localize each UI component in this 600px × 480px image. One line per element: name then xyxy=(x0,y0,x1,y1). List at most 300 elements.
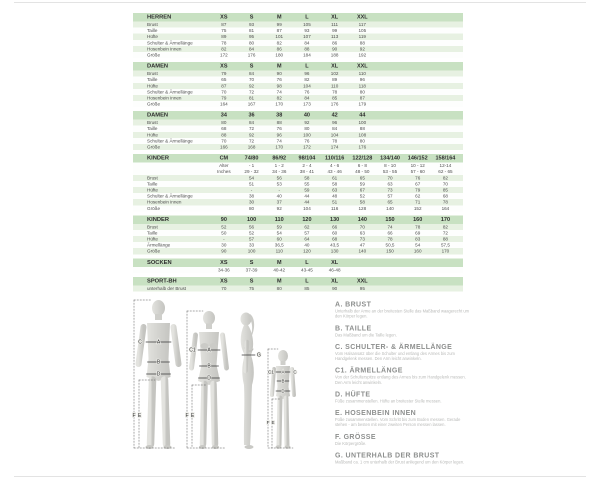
size-cell: 166 xyxy=(220,144,228,150)
size-cell: 71 xyxy=(415,199,421,205)
size-cell: 82 xyxy=(276,40,282,46)
size-cell: 140 xyxy=(386,205,394,211)
size-cell: 79 xyxy=(221,71,227,77)
size-col-header: 134/140 xyxy=(380,155,400,162)
size-cell: 179 xyxy=(358,101,367,107)
size-col-header: 110/116 xyxy=(324,155,345,162)
size-cell: 68 xyxy=(442,193,448,199)
size-cell: 47 xyxy=(359,242,365,248)
size-cell: 62 - 65 xyxy=(438,169,453,175)
size-cell: 52 xyxy=(359,193,365,199)
label-chest: A xyxy=(281,369,285,375)
size-col-header: XXL xyxy=(356,277,368,284)
size-cell: Alter xyxy=(219,163,229,169)
size-cell: 50 xyxy=(221,230,227,236)
size-section-sport-bh xyxy=(133,277,463,292)
size-col-header: 120 xyxy=(302,216,312,223)
size-cell: - 1 xyxy=(248,163,255,169)
size-cell: 100 xyxy=(358,120,367,126)
size-cell: 78 xyxy=(221,40,227,46)
size-cell: 117 xyxy=(358,22,366,27)
size-cell: 83 xyxy=(415,236,421,242)
size-col-header: 34 xyxy=(220,112,227,119)
legend-heading: C1. ÄRMELLÄNGE xyxy=(335,366,403,375)
size-cell: 88 xyxy=(359,40,365,46)
legend-desc: Füße zusammenstellen. Hüfte an breitester Stelle messen. xyxy=(335,398,442,404)
size-cell: 80 xyxy=(276,285,282,291)
size-section-title: HERREN xyxy=(147,14,172,20)
size-cell: 38 xyxy=(248,193,255,199)
size-cell: 89 xyxy=(332,77,338,83)
size-cell: 52 xyxy=(248,230,255,236)
size-section-header xyxy=(133,62,463,71)
row-label: Brust xyxy=(147,175,158,181)
size-cell: 67 xyxy=(359,187,365,193)
size-cell: 110 xyxy=(330,83,339,89)
size-cell: 87 xyxy=(221,22,227,27)
size-cell: 73 xyxy=(359,236,365,242)
size-section-title: DAMEN xyxy=(147,63,169,70)
size-cell: 53 xyxy=(276,181,282,187)
size-cell: 78 xyxy=(332,138,338,144)
size-cell: 90 xyxy=(221,248,227,254)
label-shoulder-sleeve: C xyxy=(293,369,297,375)
size-cell: 82 xyxy=(442,175,448,181)
size-cell: 95 xyxy=(248,34,255,40)
size-cell: 68 xyxy=(332,236,338,242)
size-col-header: S xyxy=(249,277,254,284)
row-label: Hüfte xyxy=(147,83,158,89)
size-section-header xyxy=(133,111,463,120)
size-cell: 74 xyxy=(276,89,282,95)
size-section-header xyxy=(133,215,463,224)
size-cell: 74 xyxy=(387,224,393,230)
size-cell: 105 xyxy=(303,22,311,27)
size-col-header: 74/80 xyxy=(244,155,259,162)
size-section-kinder-cm xyxy=(133,154,463,211)
size-col-header: L xyxy=(305,63,309,70)
legend-item xyxy=(335,432,471,446)
label-hip: D xyxy=(281,388,285,394)
size-cell: 55 xyxy=(304,181,310,187)
size-cell: 140 xyxy=(358,248,367,254)
size-cell: 107 xyxy=(303,34,311,40)
size-cell: 64 xyxy=(304,236,310,242)
size-cell: - xyxy=(223,236,225,242)
size-cell: 48 xyxy=(332,193,338,199)
size-cell: 60 xyxy=(332,230,338,236)
legend-desc: Unterhalb der Arme an der breitesten Stelle das Maßband waagerecht um den Körper legen. xyxy=(335,309,470,319)
row-label: Taille xyxy=(147,28,158,34)
size-col-header: XS xyxy=(220,277,228,284)
size-cell: 62 xyxy=(304,224,310,230)
size-cell: 53 - 55 xyxy=(382,169,398,175)
row-label: Hüfte xyxy=(147,236,158,242)
size-cell: 82 xyxy=(442,224,448,230)
label-hip: D xyxy=(207,375,211,382)
size-cell: 160 xyxy=(413,248,422,254)
size-section-title: DAMEN xyxy=(147,112,169,119)
row-label: Hüfte xyxy=(147,34,158,40)
size-cell: 172 xyxy=(303,144,311,150)
size-col-header: 130 xyxy=(330,216,340,223)
size-cell: 46-48 xyxy=(328,267,341,273)
legend-heading: B. TAILLE xyxy=(335,323,372,332)
size-cell: 66 xyxy=(332,224,338,230)
table-row xyxy=(133,205,463,211)
size-cell: 99 xyxy=(276,22,282,27)
size-section-kinder-numerisch xyxy=(133,215,463,254)
legend-item xyxy=(335,390,471,404)
size-cell: 92 xyxy=(248,83,255,89)
size-cell: 96 xyxy=(359,77,365,83)
size-cell: 84 xyxy=(304,95,310,101)
label-sleeve: C1 xyxy=(268,369,274,375)
size-cell: 78 xyxy=(442,199,448,205)
size-cell: 96 xyxy=(276,132,282,138)
size-cell: 116 xyxy=(330,205,339,211)
size-col-header: 40 xyxy=(303,112,310,119)
top-divider xyxy=(14,2,586,3)
size-cell: 40-42 xyxy=(273,267,286,273)
size-cell: 36,5 xyxy=(274,242,284,248)
size-cell: 62 xyxy=(415,193,421,199)
size-col-header: XL xyxy=(331,63,339,70)
label-sleeve: C1 xyxy=(189,347,196,354)
size-cell: 76 xyxy=(304,89,310,95)
size-cell: 6 - 8 xyxy=(357,163,367,169)
label-underbust: G xyxy=(257,352,261,359)
size-cell: 78 xyxy=(415,224,421,230)
size-col-header: M xyxy=(276,14,282,20)
size-cell: 81 xyxy=(248,28,255,34)
size-col-header: 160 xyxy=(413,216,423,223)
figures-illustration xyxy=(130,296,314,460)
size-cell: 92 xyxy=(304,120,310,126)
size-cell: 57 xyxy=(248,236,255,242)
size-cell: 86 xyxy=(276,46,282,52)
label-chest: A xyxy=(156,339,161,346)
size-col-header: XXL xyxy=(356,14,368,20)
size-cell: 95 xyxy=(359,285,365,291)
size-cell: 48 - 50 xyxy=(355,169,370,175)
label-chest: A xyxy=(207,347,211,354)
size-cell: 130 xyxy=(330,248,339,254)
legend-desc: Maßband ca. 1 cm unterhalb der Brust anliegend um den Körper legen. xyxy=(335,459,465,465)
table-row xyxy=(133,52,463,58)
size-col-header: S xyxy=(249,63,254,70)
legend-item xyxy=(335,300,471,319)
size-cell: 90 xyxy=(332,46,338,52)
size-col-header: XL xyxy=(331,14,339,20)
figure-man xyxy=(132,300,178,449)
row-label: Schulter & Ärmellänge xyxy=(147,89,193,95)
label-inseam: E xyxy=(137,413,142,419)
size-section-title: KINDER xyxy=(147,216,170,223)
size-cell: 85 xyxy=(442,187,448,193)
size-cell: 170 xyxy=(275,101,284,107)
legend-heading: F. GRÖSSE xyxy=(335,432,376,441)
size-col-header: 170 xyxy=(440,216,450,223)
size-cell: 113 xyxy=(330,34,339,40)
size-cell: 70 xyxy=(442,181,448,187)
size-cell: 90 xyxy=(276,71,282,77)
size-col-header: XL xyxy=(331,259,339,266)
table-row xyxy=(133,144,463,150)
size-cell: 66 xyxy=(387,230,393,236)
size-col-header: XS xyxy=(220,63,228,70)
size-cell: 1 - 2 xyxy=(274,163,284,169)
size-cell: 58 xyxy=(359,199,365,205)
size-cell: 69 xyxy=(415,230,421,236)
legend-item xyxy=(335,409,471,428)
size-cell: 89 xyxy=(221,34,227,40)
row-label: unterhalb der Brust xyxy=(147,285,187,291)
size-cell: 70 xyxy=(387,175,393,181)
size-col-header: 150 xyxy=(385,216,395,223)
label-waist: B xyxy=(281,378,285,384)
size-col-header: XS xyxy=(220,259,228,266)
row-label: Brust xyxy=(147,71,158,77)
size-cell: 59 xyxy=(359,181,365,187)
size-cell: 85 xyxy=(304,285,310,291)
size-cell: 75 xyxy=(248,285,255,291)
size-cell: 167 xyxy=(247,101,256,107)
size-col-header: 98/104 xyxy=(298,155,316,162)
size-cell: - xyxy=(278,187,280,193)
legend-heading: D. HÜFTE xyxy=(335,389,371,398)
size-cell: 70 xyxy=(248,77,255,83)
legend-item xyxy=(335,342,471,361)
size-cell: 76 xyxy=(276,126,282,132)
size-cell: 65 xyxy=(221,77,227,83)
size-col-header: 42 xyxy=(331,112,338,119)
row-label: Brust xyxy=(147,22,158,27)
size-cell: 80 xyxy=(359,138,365,144)
row-label: Schulter & Ärmellänge xyxy=(147,193,193,199)
size-cell: 72 xyxy=(248,138,255,144)
size-cell: 57 - 60 xyxy=(410,169,425,175)
size-table xyxy=(133,13,463,296)
size-col-header: 38 xyxy=(276,112,283,119)
size-cell: 40 xyxy=(276,193,282,199)
size-cell: 54 xyxy=(276,230,282,236)
label-height: F xyxy=(132,413,136,419)
size-cell: 52 xyxy=(221,224,227,230)
size-col-header: S xyxy=(249,259,254,266)
size-cell: 44 xyxy=(304,193,310,199)
size-cell: 8 - 10 xyxy=(384,163,396,169)
row-label: Größe xyxy=(147,205,161,211)
size-cell: 88 xyxy=(359,126,365,132)
label-inseam: E xyxy=(190,413,195,419)
legend-desc: Füße zusammenstellen. Vom Schritt bis zum Boden messen. Gerade stehen - am besten mit einer zweiten Person messen lassen. xyxy=(335,417,461,428)
size-cell: 104 xyxy=(330,132,339,138)
size-cell: 176 xyxy=(358,144,367,150)
size-cell: 176 xyxy=(247,52,256,58)
size-section-damen-international xyxy=(133,62,463,107)
size-cell: 85 xyxy=(332,95,338,101)
size-cell: 84 xyxy=(304,40,310,46)
size-cell: 37-39 xyxy=(245,267,258,273)
size-cell: 72 xyxy=(248,89,255,95)
size-col-header: 158/164 xyxy=(435,155,456,162)
row-label: Größe xyxy=(147,101,161,107)
size-cell: 76 xyxy=(304,138,310,144)
size-cell: 76 xyxy=(276,77,282,83)
row-label: Hosenbein innen xyxy=(147,46,182,52)
label-hip: D xyxy=(156,371,161,378)
size-col-header: 90 xyxy=(220,216,227,223)
size-cell: 38 - 41 xyxy=(299,169,315,175)
label-shoulder-sleeve: C xyxy=(138,339,142,346)
size-cell: 87 xyxy=(221,83,227,89)
row-label: Schulter & Ärmellänge xyxy=(147,138,193,144)
label-waist: B xyxy=(207,363,211,370)
size-cell: 90 xyxy=(332,285,338,291)
size-cell: 10 - 12 xyxy=(410,163,425,169)
size-cell: 88 xyxy=(304,46,310,52)
size-col-header: CM xyxy=(219,155,229,162)
legend-heading: G. UNTERHALB DER BRUST xyxy=(335,450,440,459)
size-cell: 51 xyxy=(332,199,338,205)
size-cell: 57,5 xyxy=(440,242,450,248)
size-cell: 164 xyxy=(441,205,450,211)
size-cell: 59 xyxy=(276,224,282,230)
figure-child xyxy=(267,349,298,449)
size-cell: 172 xyxy=(220,52,228,58)
size-cell: 170 xyxy=(275,144,284,150)
size-cell: 67 xyxy=(415,181,421,187)
table-row xyxy=(133,101,463,107)
size-cell: 80 xyxy=(221,120,227,126)
size-cell: 176 xyxy=(330,101,339,107)
measurement-legend xyxy=(335,300,471,470)
row-label: Größe xyxy=(147,248,161,254)
size-col-header: 86/92 xyxy=(272,155,287,162)
size-cell: 84 xyxy=(332,126,338,132)
table-row xyxy=(133,267,463,273)
size-cell: 56 xyxy=(276,175,282,181)
label-waist: B xyxy=(156,359,161,366)
row-label: Taille xyxy=(147,230,158,236)
row-label: Schulter & Ärmellänge xyxy=(147,40,193,46)
row-label: Ärmellänge xyxy=(147,242,171,248)
size-cell: 82 xyxy=(304,77,310,83)
size-cell: 173 xyxy=(303,101,311,107)
size-cell: 93 xyxy=(304,28,310,34)
size-cell: Inches xyxy=(217,169,231,175)
size-col-header: 110 xyxy=(274,216,284,223)
row-label: Hosenbein innen xyxy=(147,199,182,205)
size-cell: 37 xyxy=(276,199,282,205)
size-cell: 168 xyxy=(247,144,256,150)
size-cell: 192 xyxy=(358,52,367,58)
size-cell: 43,5 xyxy=(330,242,340,248)
size-cell: 79 xyxy=(415,187,421,193)
size-cell: 2 - 4 xyxy=(302,163,312,169)
size-cell: 128 xyxy=(358,205,367,211)
size-cell: 96 xyxy=(332,120,338,126)
size-cell: 63 xyxy=(332,187,338,193)
size-col-header: L xyxy=(305,14,309,20)
size-cell: 34-36 xyxy=(217,267,230,273)
size-cell: 58 xyxy=(304,175,310,181)
size-cell: 29 - 32 xyxy=(244,169,259,175)
size-cell: 86 xyxy=(332,40,338,46)
size-cell: 57 xyxy=(387,193,393,199)
size-cell: 75 xyxy=(221,28,227,34)
size-cell: 74 xyxy=(276,138,282,144)
size-cell: 72 xyxy=(248,126,255,132)
size-section-header xyxy=(133,258,463,267)
size-cell: 100 xyxy=(247,248,256,254)
size-cell: 150 xyxy=(386,248,394,254)
legend-item xyxy=(335,451,471,465)
size-cell: 76 xyxy=(415,175,421,181)
size-cell: 61 xyxy=(332,175,338,181)
size-col-header: 100 xyxy=(246,216,257,223)
size-cell: 98 xyxy=(276,83,282,89)
size-cell: 88 xyxy=(442,236,448,242)
legend-desc: Das Maßband um die Taille legen. xyxy=(335,332,397,338)
size-cell: 188 xyxy=(330,52,339,58)
size-cell: 78 xyxy=(332,89,338,95)
size-cell: 78 xyxy=(387,236,393,242)
size-cell: 80 xyxy=(359,89,365,95)
size-cell: 40 xyxy=(304,242,310,248)
size-cell: 104 xyxy=(303,83,311,89)
legend-heading: A. BRUST xyxy=(335,300,372,308)
size-cell: 118 xyxy=(358,83,366,89)
size-cell: 44 xyxy=(304,199,310,205)
size-cell: 68 xyxy=(221,126,227,132)
size-section-title: SOCKEN xyxy=(147,259,172,266)
size-cell: 56 xyxy=(248,224,255,230)
size-cell: 92 xyxy=(248,132,255,138)
size-cell: 104 xyxy=(303,205,311,211)
size-cell: 79 xyxy=(221,95,227,101)
size-cell: 170 xyxy=(441,248,450,254)
size-cell: 108 xyxy=(358,132,367,138)
size-cell: 72 xyxy=(442,230,448,236)
legend-heading: C. SCHULTER- & ÄRMELLÄNGE xyxy=(335,342,453,351)
size-cell: 88 xyxy=(276,120,282,126)
size-cell: 102 xyxy=(330,71,339,77)
size-cell: 152 xyxy=(413,205,422,211)
size-section-header xyxy=(133,277,463,286)
row-label: Brust xyxy=(147,120,158,126)
size-cell: 63 xyxy=(359,230,365,236)
size-col-header: 44 xyxy=(359,112,366,119)
size-cell: 88 xyxy=(221,132,227,138)
size-cell: 34 - 36 xyxy=(272,169,287,175)
size-col-header: 140 xyxy=(357,216,367,223)
size-cell: 54 xyxy=(248,175,255,181)
legend-item xyxy=(335,324,471,338)
size-cell: 100 xyxy=(303,132,311,138)
size-cell: 174 xyxy=(330,144,339,150)
size-section-socken xyxy=(133,258,463,273)
size-cell: 63 xyxy=(387,181,393,187)
size-cell: 70 xyxy=(359,224,365,230)
row-label: Hosenbein innen xyxy=(147,95,182,101)
size-col-header: 122/128 xyxy=(352,155,373,162)
figure-woman-front xyxy=(185,311,226,449)
size-cell: 57 xyxy=(304,230,310,236)
row-label: Hüfte xyxy=(147,187,158,193)
size-cell: 30 xyxy=(221,242,227,248)
